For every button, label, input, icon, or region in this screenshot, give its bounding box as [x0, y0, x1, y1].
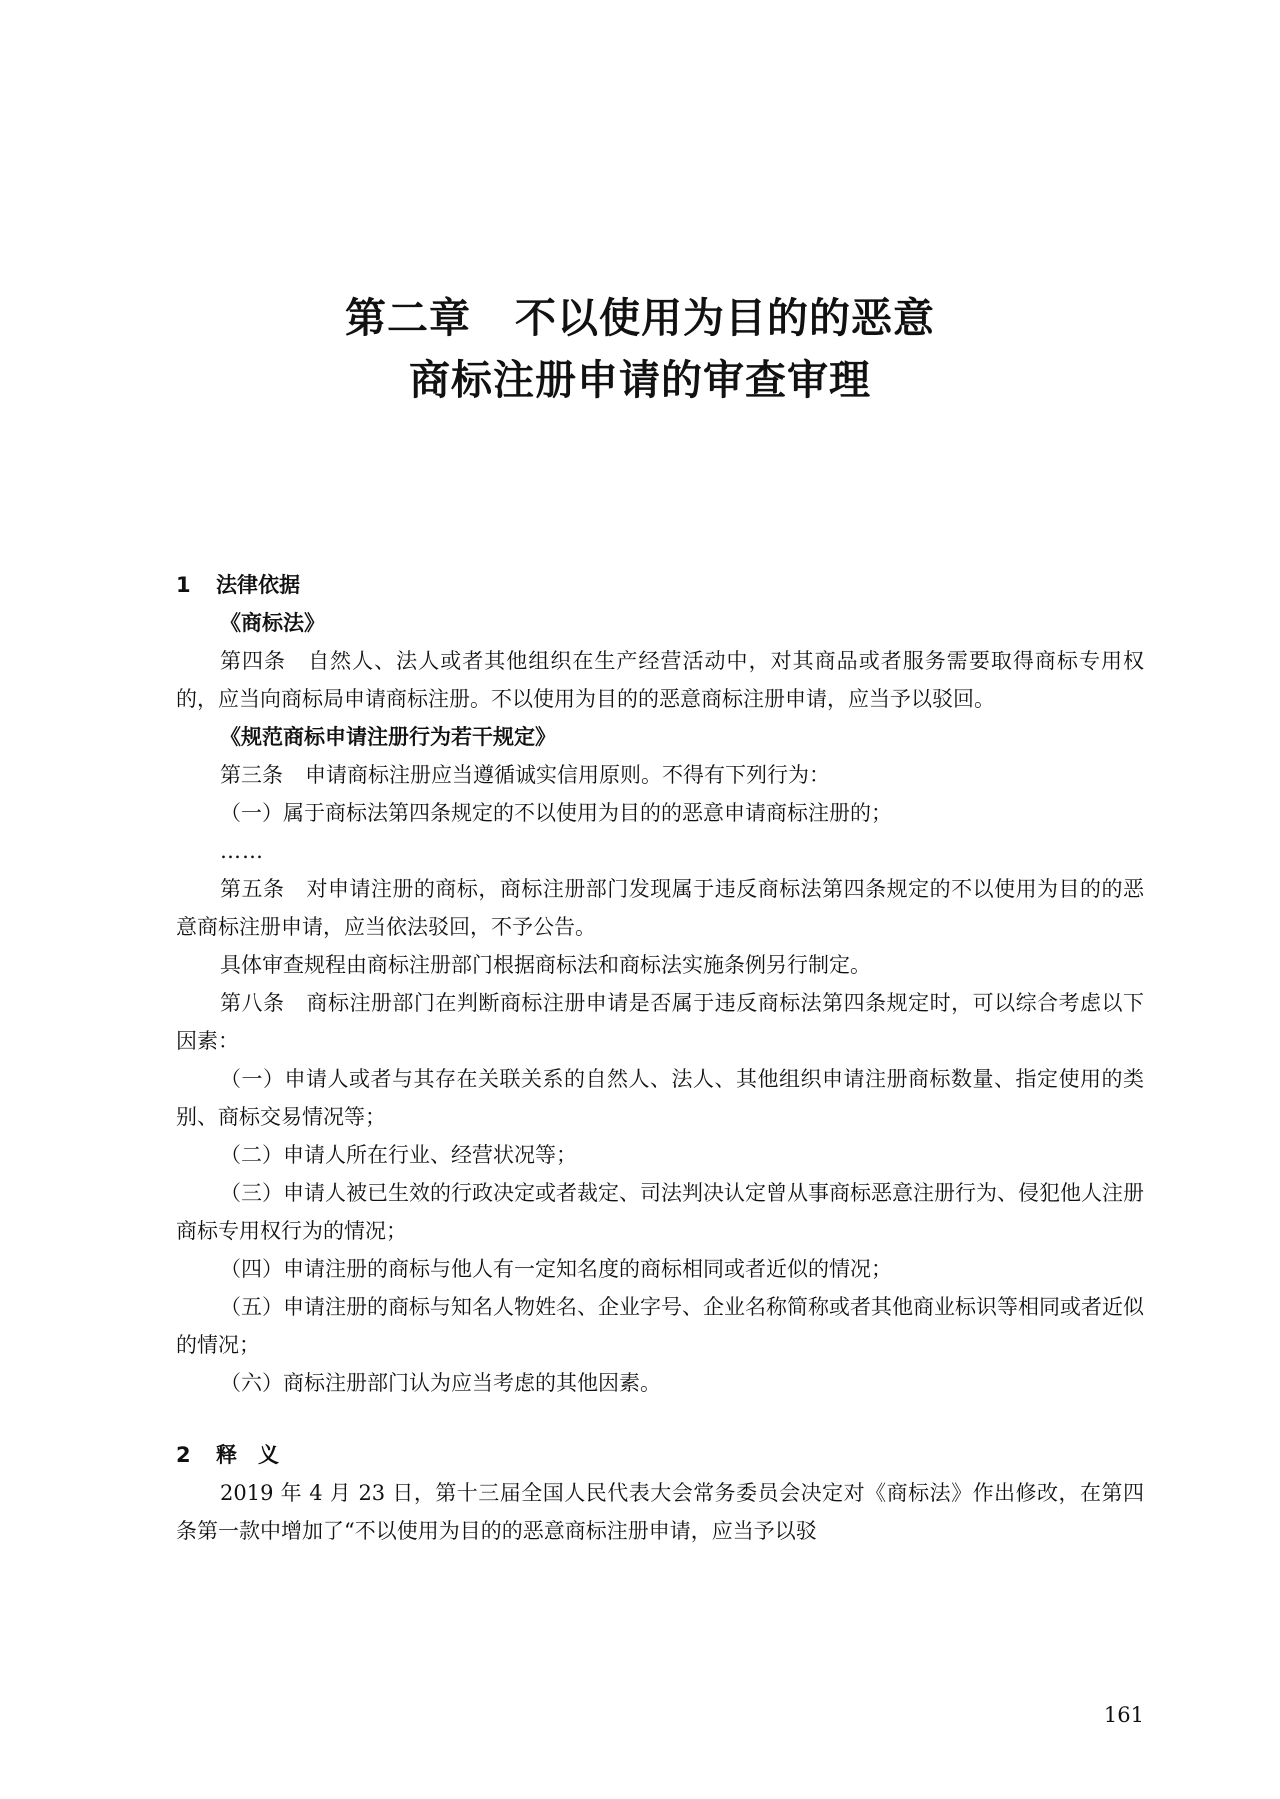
law-title-trademark-law: 《商标法》	[220, 611, 325, 635]
interpretation-paragraph: 2019 年 4 月 23 日，第十三届全国人民代表大会常务委员会决定对《商标法》作出修改，在第四条第一款中增加了“不以使用为目的的恶意商标注册申请，应当予以驳	[176, 1481, 1144, 1543]
section-heading-interpretation	[176, 1436, 1144, 1474]
article-text: 申请商标注册应当遵循诚实信用原则。不得有下列行为：	[305, 763, 830, 787]
article-8-item-6: （六）商标注册部门认为应当考虑的其他因素。	[220, 1371, 661, 1395]
law-title-regulations: 《规范商标申请注册行为若干规定》	[220, 725, 556, 749]
section-heading-legal-basis	[176, 566, 1144, 604]
page-number: 161	[1103, 1703, 1144, 1727]
article-8-item-1: （一）申请人或者与其存在关联关系的自然人、法人、其他组织申请注册商标数量、指定使用的类别、商标交易情况等；	[176, 1067, 1144, 1129]
section-title: 法律依据	[216, 573, 300, 597]
section-title: 释 义	[216, 1443, 279, 1467]
article-label: 第四条	[220, 649, 287, 673]
section-number: 2	[176, 1443, 191, 1467]
article-4-paragraph	[176, 642, 1144, 718]
article-8-item-2: （二）申请人所在行业、经营状况等；	[220, 1143, 577, 1167]
article-3-paragraph	[176, 756, 1144, 794]
article-5-paragraph-2: 具体审查规程由商标注册部门根据商标法和商标法实施条例另行制定。	[220, 953, 871, 977]
article-8-item-3: （三）申请人被已生效的行政决定或者裁定、司法判决认定曾从事商标恶意注册行为、侵犯他人注册商标专用权行为的情况；	[176, 1181, 1144, 1243]
article-8-item-4: （四）申请注册的商标与他人有一定知名度的商标相同或者近似的情况；	[220, 1257, 892, 1281]
section-spacer	[176, 1402, 1144, 1436]
ellipsis: ……	[220, 839, 264, 863]
article-8-item-5: （五）申请注册的商标与知名人物姓名、企业字号、企业名称简称或者其他商业标识等相同或者近似的情况；	[176, 1295, 1144, 1357]
chapter-title-line2: 商标注册申请的审查审理	[409, 356, 871, 404]
section-number: 1	[176, 573, 191, 597]
chapter-title-text: 不以使用为目的的恶意	[515, 294, 935, 342]
article-text: 商标注册部门在判断商标注册申请是否属于违反商标法第四条规定时，可以综合考虑以下因素：	[176, 991, 1145, 1053]
chapter-title-line1	[0, 287, 1280, 349]
article-3-item-1: （一）属于商标法第四条规定的不以使用为目的的恶意申请商标注册的；	[220, 801, 892, 825]
chapter-number: 第二章	[345, 294, 471, 342]
article-5-paragraph	[176, 870, 1144, 946]
article-label: 第三条	[220, 763, 283, 787]
article-8-paragraph	[176, 984, 1144, 1060]
article-text: 对申请注册的商标，商标注册部门发现属于违反商标法第四条规定的不以使用为目的的恶意商标注册申请，应当依法驳回，不予公告。	[176, 877, 1145, 939]
page-body	[176, 566, 1144, 1550]
article-text: 自然人、法人或者其他组织在生产经营活动中，对其商品或者服务需要取得商标专用权的，应当向商标局申请商标注册。不以使用为目的的恶意商标注册申请，应当予以驳回。	[176, 649, 1144, 711]
article-label: 第五条	[220, 877, 285, 901]
article-label: 第八条	[220, 991, 285, 1015]
